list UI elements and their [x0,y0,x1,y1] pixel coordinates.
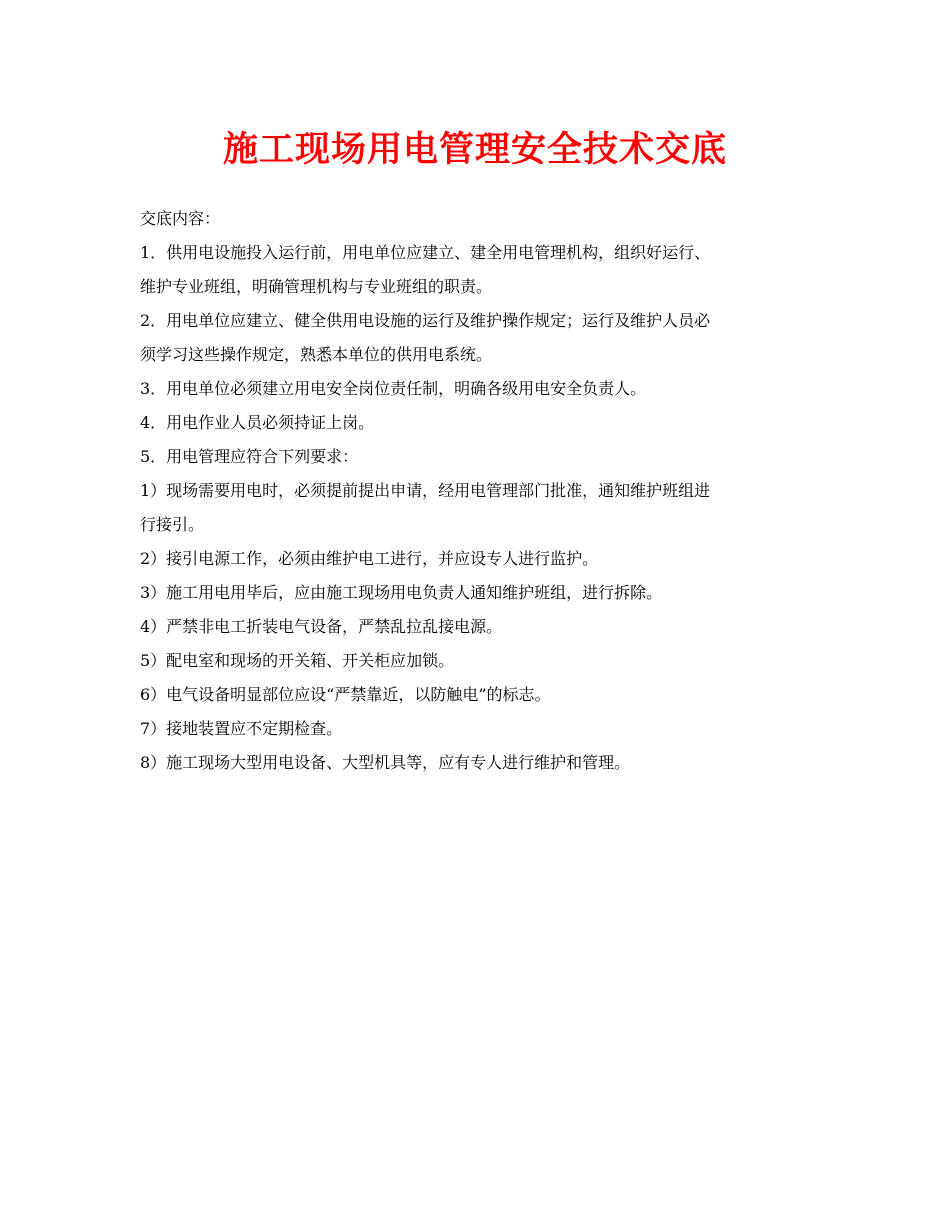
paragraph-line: 4）严禁非电工折装电气设备，严禁乱拉乱接电源。 [140,617,503,636]
intro-label: 交底内容： [140,209,221,228]
paragraph [140,406,820,440]
paragraph-line: 8）施工现场大型用电设备、大型机具等，应有专人进行维护和管理。 [140,753,631,772]
paragraph [140,542,820,576]
paragraph-line: 3．用电单位必须建立用电安全岗位责任制，明确各级用电安全负责人。 [140,379,647,398]
paragraph [140,644,820,678]
paragraph-line: 维护专业班组，明确管理机构与专业班组的职责。 [140,277,493,296]
paragraph-line: 5．用电管理应符合下列要求： [140,447,359,466]
paragraph-line: 2．用电单位应建立、健全供用电设施的运行及维护操作规定；运行及维护人员必 [140,311,711,330]
paragraph-line: 1）现场需要用电时，必须提前提出申请，经用电管理部门批准，通知维护班组进 [140,481,711,500]
document-title: 施工现场用电管理安全技术交底 [222,129,727,170]
paragraph-line: 3）施工用电用毕后，应由施工现场用电负责人通知维护班组，进行拆除。 [140,583,663,602]
paragraph [140,746,820,780]
paragraph-line: 5）配电室和现场的开关箱、开关柜应加锁。 [140,651,455,670]
paragraph [140,236,820,304]
paragraph [140,474,820,542]
paragraph-line: 1．供用电设施投入运行前，用电单位应建立、建全用电管理机构，组织好运行、 [140,243,711,262]
document-body [140,202,820,780]
paragraph-line: 6）电气设备明显部位应设“严禁靠近，以防触电”的标志。 [140,685,551,704]
paragraph-line: 须学习这些操作规定，熟悉本单位的供用电系统。 [140,345,493,364]
paragraph [140,440,820,474]
paragraph [140,304,820,372]
paragraph [140,610,820,644]
paragraph [140,678,820,712]
paragraph [140,712,820,746]
paragraph-line: 行接引。 [140,515,205,534]
paragraph-line: 2）接引电源工作，必须由维护电工进行，并应设专人进行监护。 [140,549,599,568]
paragraph-line: 7）接地装置应不定期检查。 [140,719,343,738]
paragraph-line: 4．用电作业人员必须持证上岗。 [140,413,375,432]
paragraph [140,576,820,610]
paragraph [140,372,820,406]
